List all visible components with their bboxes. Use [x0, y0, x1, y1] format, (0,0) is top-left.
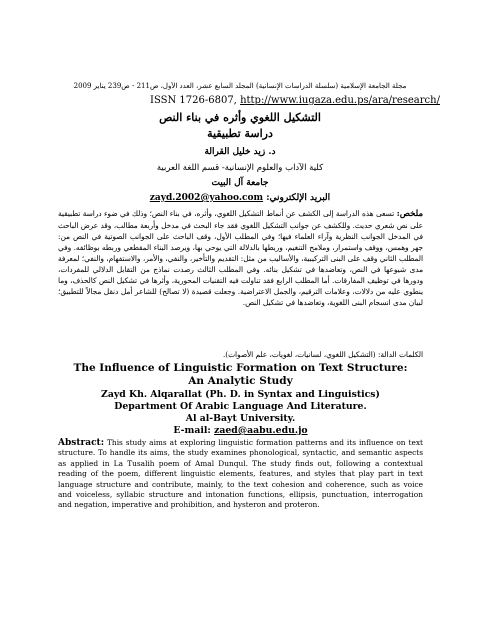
english-title — [58, 362, 423, 387]
english-author-block — [58, 389, 423, 437]
arabic-university: جامعة آل البيت — [211, 178, 269, 188]
arabic-department: كلية الآداب والعلوم الإنسانية- قسم اللغة العربية — [156, 163, 324, 173]
arabic-keywords: الكلمات الدالة: (التشكيل اللغوي، لسانيات، لغويات، علم الأصوات). — [222, 350, 423, 359]
journal-url-link[interactable]: http://www.iugaza.edu.ps/ara/research/ — [240, 95, 440, 106]
issn-number: ISSN 1726-6807, — [150, 95, 237, 106]
arabic-author: د. زيد خليل القرالة — [204, 147, 276, 157]
arabic-abstract-text: تسعى هذه الدراسة إلى الكشف عن أنماط التشكيل اللغوي، وأثره، في بناء النص؛ وذلك في ضوء دراسة تطبيقية على نص شعري حديث. وللكشف عن جوانب التشكيل اللغوي فقد جاء البحث في مدخل وأربعة مطالب، وقد عرض الباحث في المدخل الجوانب النظرية وآراء العلماء فيها؛ وفي المطلب الأول، وقف الباحث على الجوانب الصوتية في النص من: جهر وهمس، ووقف واستمرار، وملامح التنغيم، وربطها بالدلالة التي يوحي بها، ويرصد البناء المقطعي وربطه بوظائفه. وفي المطلب الثاني وقف على البنى التركيبية، والأساليب من مثل: التقديم والتأخير، والنفي، والأمر، والاستفهام، والنفي؛ لمعرفة مدى شيوعها في النص، وتعاضدها في تشكيل بنائه. وفي المطلب الثالث رصدت نماذج من التقابل الدلالي للمفردات، ودورها في توظيف المفارقات. أما المطلب الرابع فقد تناولت فيه التقنيات المحورية، وأثرها في تشكيل النص كالحذف، وما ينطوي عليه من دلالات، وعلامات الترقيم، والجمل الاعتراضية. وجعلت قصيدة (لا تصالح) للشاعر أمل دنقل مجالاً للتطبيق؛ لبيان مدى انسجام البنى اللغوية، وتعاضدها في تشكيل النص. — [58, 209, 423, 307]
english-email-line — [58, 425, 423, 437]
english-email-label: E-mail: — [173, 425, 211, 436]
arabic-abstract — [58, 208, 423, 308]
issn-line — [150, 95, 440, 106]
english-author: Zayd Kh. Alqarallat (Ph. D. in Syntax and Linguistics) — [101, 389, 380, 400]
english-department: Department Of Arabic Language And Literature. — [114, 401, 367, 412]
english-title-line2: An Analytic Study — [188, 374, 293, 387]
english-abstract-text: This study aims at exploring linguistic formation patterns and its influence on text structure. To handle its aims, the study examines phonological, syntactic, and semantic aspects as applied in La Tusalih poem of Amal Dunqul. The study finds out, following a contextual reading of the poem, different linguistic elements, features, and styles that play part in text language structure and contribute, mainly, to the text cohesion and coherence, such as voice and voiceless, syllabic structure and intonation functions, ellipsis, punctuation, interrogation and negation, imperative and prohibition, and hysteron and proteron. — [58, 438, 423, 510]
arabic-title: التشكيل اللغوي وأثره في بناء النص — [159, 111, 321, 124]
journal-header: مجلة الجامعة الإسلامية (سلسلة الدراسات الإنسانية) المجلد السابع عشر، العدد الأول، ص211 - ص239 يناير 2009 — [73, 82, 407, 90]
english-abstract-label: Abstract: — [58, 438, 105, 448]
arabic-email-link[interactable]: zayd.2002@yahoo.com — [149, 193, 264, 203]
arabic-subtitle: دراسة تطبيقية — [207, 127, 273, 140]
english-university: Al al-Bayt University. — [185, 413, 296, 424]
english-email-link[interactable]: zaed@aabu.edu.jo — [214, 425, 308, 436]
arabic-email-line — [140, 193, 340, 203]
english-abstract — [58, 438, 423, 511]
arabic-email-label: البريد الإلكتروني: — [266, 193, 331, 203]
english-title-line1: The Influence of Linguistic Formation on Text Structure: — [73, 362, 408, 374]
arabic-abstract-label: ملخص: — [396, 209, 423, 219]
